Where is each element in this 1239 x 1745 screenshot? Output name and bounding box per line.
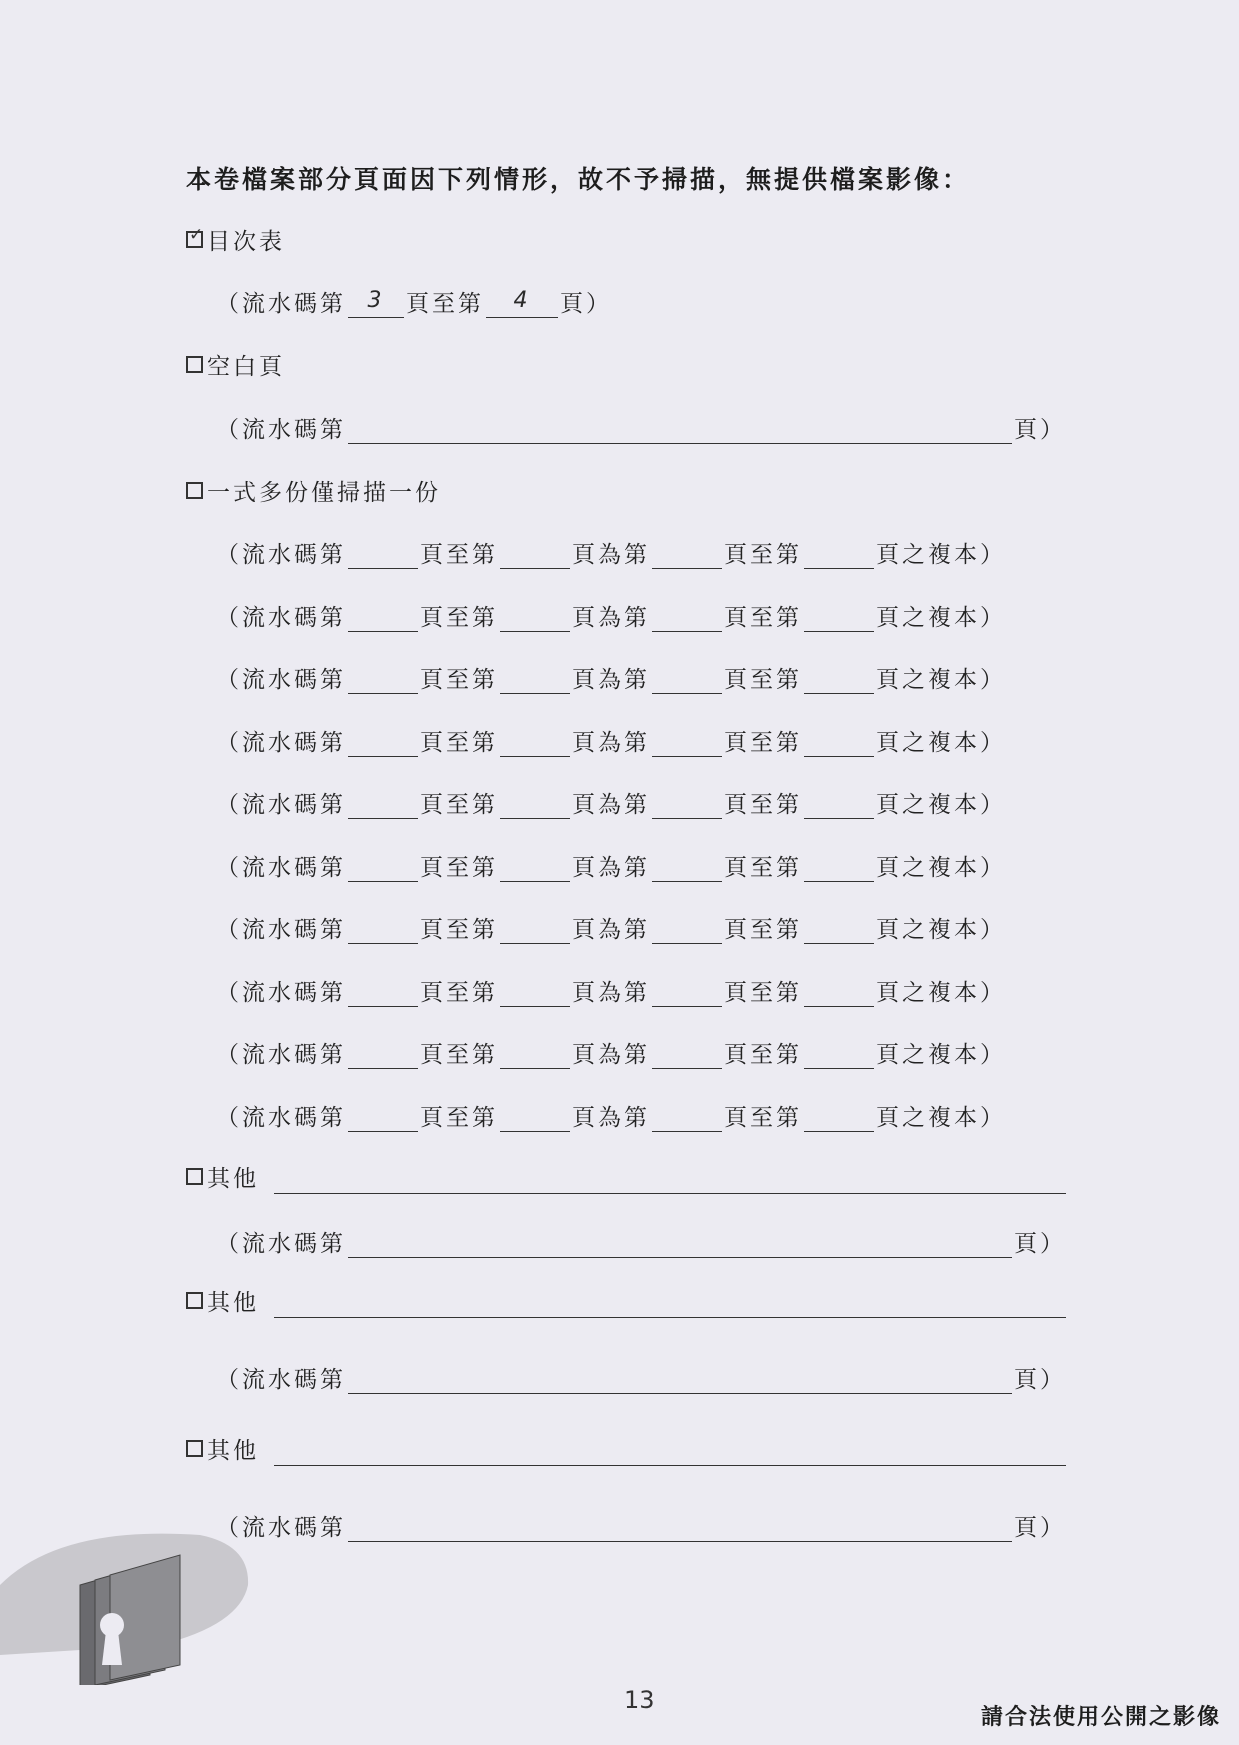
row-text: 頁之複本） — [876, 1104, 1006, 1131]
toc-to-value: 4 — [513, 288, 531, 313]
page-number-field[interactable] — [348, 792, 418, 819]
row-text: 頁至第 — [420, 854, 498, 881]
row-text: 頁之複本） — [876, 792, 1006, 818]
row-text: 頁至第 — [420, 604, 498, 631]
other-option-3[interactable] — [186, 1432, 259, 1464]
row-text: （流水碼第 — [216, 854, 346, 881]
page-number-field[interactable] — [348, 1042, 418, 1069]
row-text: 頁至第 — [420, 542, 498, 568]
row-text: 頁為第 — [572, 729, 650, 756]
other-checkbox-1[interactable] — [186, 1168, 203, 1185]
other-row-1 — [216, 1226, 1066, 1258]
other-pages-field-1[interactable] — [348, 1231, 1012, 1258]
page-number-field[interactable] — [804, 917, 874, 944]
row-text: 頁至第 — [420, 1042, 498, 1068]
row-text: （流水碼第 — [216, 1042, 346, 1068]
row-text: 頁至第 — [420, 667, 498, 693]
page-number-field[interactable] — [652, 855, 722, 882]
page-number-field[interactable] — [500, 917, 570, 944]
copies-option[interactable] — [186, 474, 441, 506]
page-number-field[interactable] — [804, 542, 874, 569]
page-title: 本卷檔案部分頁面因下列情形，故不予掃描，無提供檔案影像： — [186, 165, 971, 194]
row-text: 頁為第 — [572, 1042, 650, 1068]
copies-label: 一式多份僅掃描一份 — [207, 479, 441, 506]
other-option-1[interactable] — [186, 1160, 259, 1192]
other-label-2: 其他 — [207, 1289, 259, 1316]
page-number-field[interactable] — [348, 980, 418, 1007]
other-label-3: 其他 — [207, 1437, 259, 1464]
page-number-field[interactable] — [348, 605, 418, 632]
row-text: 頁至第 — [724, 542, 802, 568]
other-pages-field-3[interactable] — [348, 1515, 1012, 1542]
archive-logo-icon — [0, 1525, 260, 1685]
toc-to-field[interactable] — [486, 288, 558, 318]
row-text: 頁之複本） — [876, 604, 1006, 631]
page-number-field[interactable] — [500, 730, 570, 757]
row-text: 頁之複本） — [876, 667, 1006, 693]
page-number-field[interactable] — [500, 792, 570, 819]
copies-row — [216, 1100, 1006, 1132]
row-suffix: 頁） — [560, 291, 612, 317]
page-number-field[interactable] — [348, 1105, 418, 1132]
toc-range-row — [216, 286, 612, 318]
row-text: （流水碼第 — [216, 604, 346, 631]
page-number-field[interactable] — [804, 980, 874, 1007]
page-number-field[interactable] — [804, 792, 874, 819]
copies-row — [216, 1037, 1006, 1069]
row-suffix: 頁） — [1014, 1515, 1066, 1541]
page-number-field[interactable] — [348, 855, 418, 882]
row-text: 頁至第 — [724, 979, 802, 1006]
other-description-field-1[interactable] — [274, 1192, 1066, 1194]
row-text: 頁之複本） — [876, 854, 1006, 881]
row-text: （流水碼第 — [216, 917, 346, 943]
row-text: 頁為第 — [572, 542, 650, 568]
row-text: 頁為第 — [572, 854, 650, 881]
row-text: （流水碼第 — [216, 792, 346, 818]
page-number-field[interactable] — [652, 667, 722, 694]
row-text: （流水碼第 — [216, 667, 346, 693]
blank-pages-field[interactable] — [348, 417, 1012, 444]
row-text: 頁至第 — [724, 917, 802, 943]
row-suffix: 頁） — [1014, 417, 1066, 443]
page-number-field[interactable] — [804, 667, 874, 694]
footer-notice: 請合法使用公開之影像 — [980, 1704, 1221, 1730]
row-text: 頁為第 — [572, 917, 650, 943]
page-number-field[interactable] — [500, 605, 570, 632]
page-number-field[interactable] — [804, 1042, 874, 1069]
toc-option[interactable] — [186, 223, 285, 255]
blank-pages-row — [216, 412, 1066, 444]
row-text: 頁至第 — [724, 667, 802, 693]
page-number-field[interactable] — [652, 1105, 722, 1132]
toc-from-field[interactable] — [348, 288, 404, 318]
page-number-field[interactable] — [804, 855, 874, 882]
page-number-field[interactable] — [348, 730, 418, 757]
copies-row — [216, 912, 1006, 944]
row-text: 頁至第 — [724, 729, 802, 756]
row-text: 頁為第 — [572, 667, 650, 693]
row-text: 頁之複本） — [876, 979, 1006, 1006]
row-text: 頁至第 — [420, 792, 498, 818]
other-label-1: 其他 — [207, 1165, 259, 1192]
other-row-2 — [216, 1362, 1066, 1394]
copies-row — [216, 662, 1006, 694]
other-row-3 — [216, 1510, 1066, 1542]
row-text: 頁至第 — [420, 1104, 498, 1131]
page-number-field[interactable] — [652, 730, 722, 757]
check-mark-icon: ✓ — [189, 224, 207, 245]
row-mid: 頁至第 — [406, 291, 484, 317]
page-number-field[interactable] — [804, 1105, 874, 1132]
copies-row — [216, 725, 1006, 757]
other-checkbox-3[interactable] — [186, 1440, 203, 1457]
copies-row — [216, 537, 1006, 569]
row-text: 頁至第 — [724, 792, 802, 818]
other-checkbox-2[interactable] — [186, 1292, 203, 1309]
toc-label: 目次表 — [207, 228, 285, 255]
row-suffix: 頁） — [1014, 1231, 1066, 1257]
row-text: 頁為第 — [572, 1104, 650, 1131]
row-text: 頁為第 — [572, 979, 650, 1006]
other-description-field-2[interactable] — [274, 1316, 1066, 1318]
row-prefix: （流水碼第 — [216, 1231, 346, 1257]
page-number-field[interactable] — [500, 667, 570, 694]
row-text: （流水碼第 — [216, 979, 346, 1006]
page-number-field[interactable] — [652, 1042, 722, 1069]
row-text: 頁至第 — [420, 729, 498, 756]
page-number-field[interactable] — [804, 730, 874, 757]
row-text: 頁至第 — [420, 917, 498, 943]
row-text: 頁之複本） — [876, 1042, 1006, 1068]
page-number-field[interactable] — [500, 1105, 570, 1132]
page-number-field[interactable] — [500, 980, 570, 1007]
row-prefix: （流水碼第 — [216, 417, 346, 443]
row-text: 頁之複本） — [876, 542, 1006, 568]
toc-from-value: 3 — [367, 288, 385, 313]
page-number-field[interactable] — [652, 980, 722, 1007]
other-description-field-3[interactable] — [274, 1464, 1066, 1466]
row-text: 頁之複本） — [876, 917, 1006, 943]
copies-checkbox[interactable] — [186, 482, 203, 499]
row-text: 頁之複本） — [876, 729, 1006, 756]
row-text: 頁為第 — [572, 604, 650, 631]
page-number-field[interactable] — [804, 605, 874, 632]
row-text: 頁至第 — [724, 1104, 802, 1131]
page-number-field[interactable] — [652, 792, 722, 819]
page-number-field[interactable] — [500, 542, 570, 569]
copies-row — [216, 600, 1006, 632]
row-text: 頁至第 — [724, 854, 802, 881]
row-text: （流水碼第 — [216, 1104, 346, 1131]
toc-checkbox[interactable] — [186, 224, 207, 248]
row-text: 頁至第 — [724, 604, 802, 631]
copies-row — [216, 850, 1006, 882]
copies-row — [216, 787, 1006, 819]
page-number-field[interactable] — [500, 855, 570, 882]
row-suffix: 頁） — [1014, 1367, 1066, 1393]
row-text: 頁至第 — [724, 1042, 802, 1068]
row-prefix: （流水碼第 — [216, 1367, 346, 1393]
blank-pages-label: 空白頁 — [207, 353, 285, 380]
other-option-2[interactable] — [186, 1284, 259, 1316]
copies-row — [216, 975, 1006, 1007]
page-number-field[interactable] — [348, 917, 418, 944]
other-pages-field-2[interactable] — [348, 1367, 1012, 1394]
row-text: 頁為第 — [572, 792, 650, 818]
row-text: 頁至第 — [420, 979, 498, 1006]
blank-pages-option[interactable] — [186, 348, 285, 380]
blank-pages-checkbox[interactable] — [186, 356, 203, 373]
row-prefix: （流水碼第 — [216, 291, 346, 317]
row-text: （流水碼第 — [216, 542, 346, 568]
page-number-field[interactable] — [500, 1042, 570, 1069]
page-number-field[interactable] — [652, 542, 722, 569]
row-prefix: （流水碼第 — [216, 1515, 346, 1541]
page-number-field[interactable] — [652, 605, 722, 632]
page-number-field[interactable] — [348, 542, 418, 569]
page-number-field[interactable] — [652, 917, 722, 944]
page-number-field[interactable] — [348, 667, 418, 694]
page-number: 13 — [624, 1686, 655, 1714]
row-text: （流水碼第 — [216, 729, 346, 756]
